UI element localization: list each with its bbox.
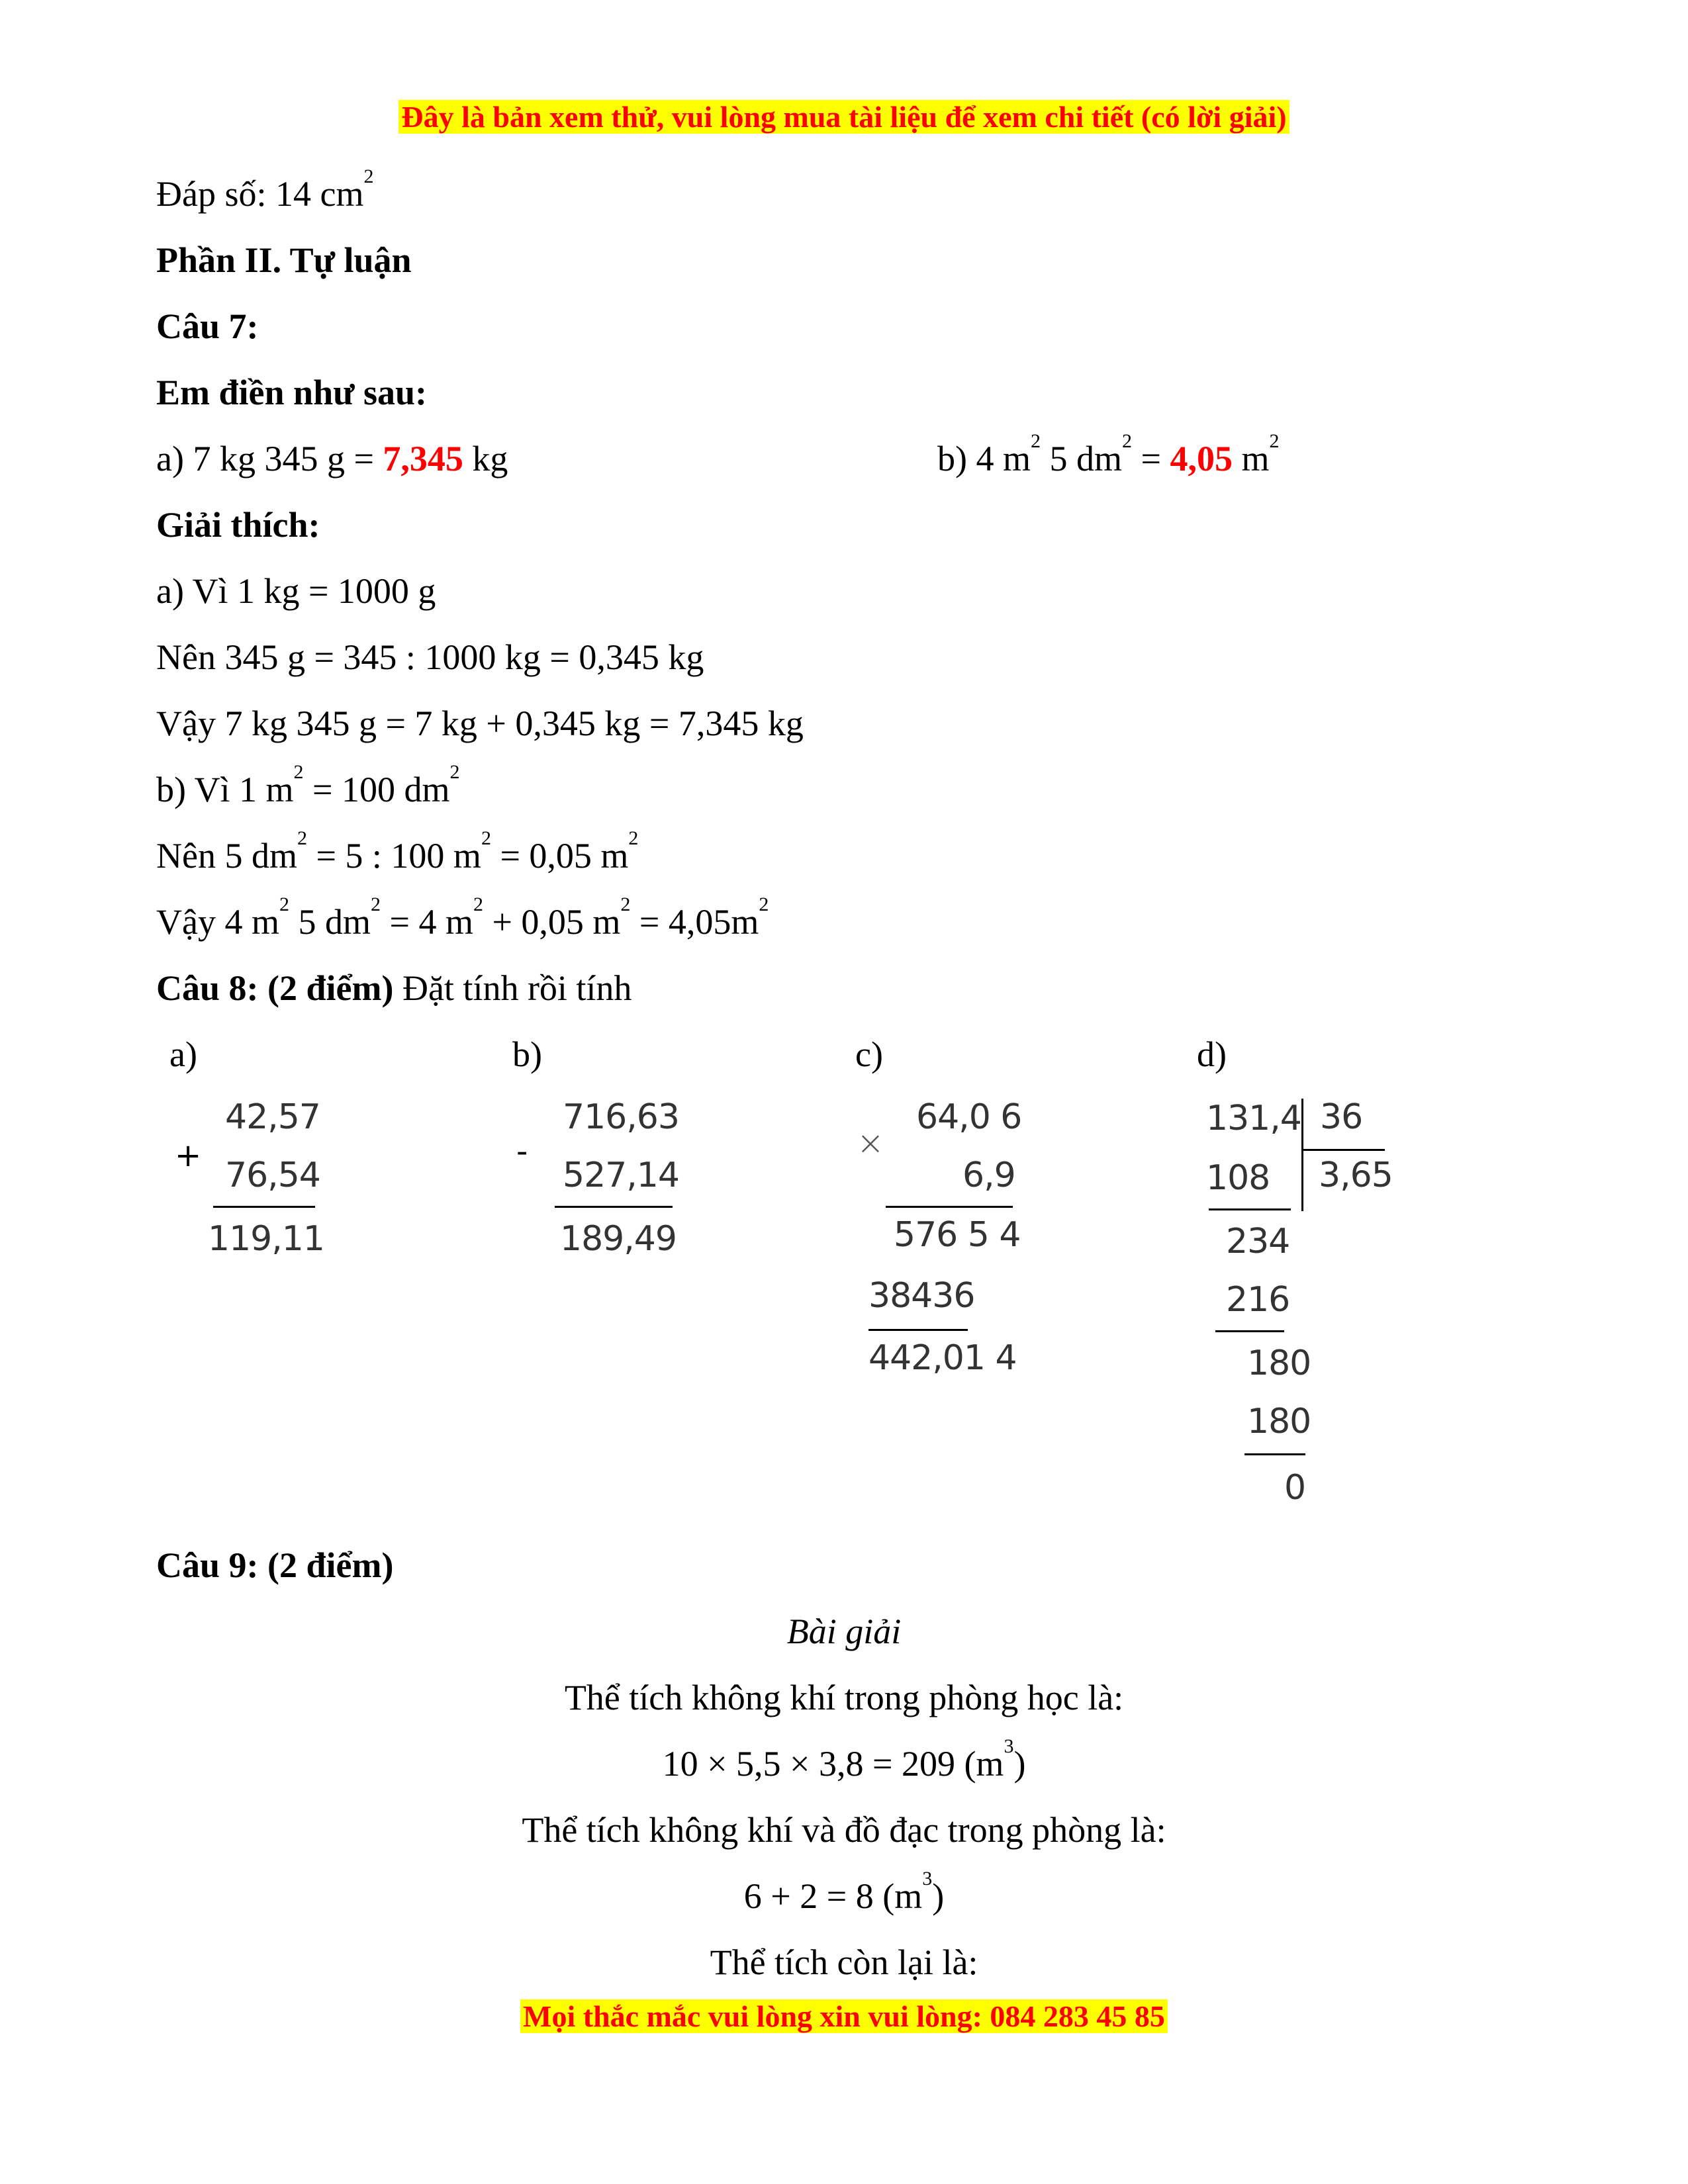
- times-sign: ×: [857, 1124, 884, 1162]
- q7-b-part: m: [1232, 439, 1270, 478]
- superscript: 2: [473, 893, 483, 915]
- calc-b-rule: [555, 1206, 673, 1208]
- question-8-title: [156, 965, 632, 1011]
- explanation-line: [156, 893, 769, 945]
- text-part: ): [932, 1876, 945, 1916]
- explanation-line: Vậy 7 kg 345 g = 7 kg + 0,345 kg = 7,345 kg: [156, 704, 804, 743]
- preview-notice-banner: [0, 99, 1688, 134]
- calc-d-divisor-rule: [1301, 1149, 1385, 1151]
- q7-a-prefix: a) 7 kg 345 g =: [156, 439, 383, 478]
- q7-b-part: 5 dm: [1041, 439, 1123, 478]
- calc-a-rule: [213, 1206, 315, 1208]
- q8-title-rest: Đặt tính rồi tính: [393, 968, 632, 1008]
- explanation-title: Giải thích:: [156, 505, 320, 545]
- superscript: 2: [279, 893, 289, 915]
- answer-line: [156, 165, 374, 217]
- calc-c-rule-2: [868, 1329, 968, 1331]
- calc-d-remainder: 0: [1284, 1468, 1306, 1508]
- calc-d-divisor: 36: [1320, 1097, 1363, 1137]
- q7-a-suffix: kg: [463, 439, 508, 478]
- question-7-intro: Em điền như sau:: [156, 373, 428, 412]
- calc-c-operand-2: 6,9: [962, 1156, 1015, 1195]
- q7-answer-b: [937, 430, 1280, 482]
- plus-sign: +: [175, 1137, 201, 1174]
- superscript: 2: [1122, 430, 1133, 452]
- superscript: 2: [293, 761, 304, 783]
- calc-label-d: d): [1197, 1034, 1227, 1074]
- superscript: 3: [922, 1868, 933, 1889]
- explanation-line: [156, 827, 639, 879]
- text-part: 10 × 5,5 × 3,8 = 209 (m: [662, 1744, 1004, 1784]
- calc-a-result: 119,11: [208, 1219, 324, 1259]
- superscript: 2: [449, 761, 460, 783]
- preview-notice-text: Đây là bản xem thử, vui lòng mua tài liệu để xem chi tiết (có lời giải): [399, 100, 1289, 134]
- contact-notice-text: Mọi thắc mắc vui lòng xin vui lòng: 084 283 45 85: [520, 1999, 1168, 2033]
- text-part: = 4,05m: [630, 902, 759, 942]
- superscript: 2: [370, 893, 381, 915]
- calc-label-b: b): [512, 1034, 542, 1074]
- calc-c-rule-1: [886, 1206, 1013, 1208]
- text-part: 6 + 2 = 8 (m: [743, 1876, 923, 1916]
- text-part: = 5 : 100 m: [306, 836, 481, 876]
- calc-a-operand-2: 76,54: [225, 1156, 320, 1195]
- calc-c-partial-1: 576 5 4: [894, 1215, 1021, 1255]
- q7-a-answer: 7,345: [383, 439, 463, 478]
- superscript: 2: [759, 893, 769, 915]
- calc-d-rule: [1244, 1453, 1305, 1455]
- solution-line: Thể tích không khí trong phòng học là:: [564, 1678, 1124, 1717]
- minus-sign: -: [516, 1133, 528, 1170]
- text-part: b) Vì 1 m: [156, 770, 294, 809]
- question-7-title: Câu 7:: [156, 306, 259, 346]
- calc-d-dividend: 131,4: [1206, 1099, 1301, 1138]
- text-part: 5 dm: [289, 902, 371, 942]
- text-part: = 100 dm: [303, 770, 450, 809]
- superscript: 2: [481, 827, 491, 849]
- calc-label-a: a): [169, 1034, 197, 1074]
- solution-line: [0, 1735, 1688, 1787]
- superscript: 2: [1269, 430, 1280, 452]
- calc-d-step: 180: [1247, 1343, 1311, 1383]
- answer-text: Đáp số: 14 cm: [156, 174, 364, 214]
- q8-title-bold: Câu 8: (2 điểm): [156, 968, 394, 1008]
- q7-answer-a: [156, 435, 508, 482]
- explanation-line: a) Vì 1 kg = 1000 g: [156, 571, 436, 611]
- section-title: Phần II. Tự luận: [156, 240, 412, 280]
- text-part: ): [1013, 1744, 1026, 1784]
- q7-b-answer: 4,05: [1170, 439, 1233, 478]
- text-part: = 4 m: [380, 902, 473, 942]
- calc-c-operand-1: 64,0 6: [916, 1097, 1022, 1137]
- text-part: Nên 5 dm: [156, 836, 297, 876]
- superscript: 2: [620, 893, 631, 915]
- calc-c-partial-2: 38436: [868, 1276, 975, 1316]
- calc-d-step: 108: [1206, 1158, 1270, 1198]
- solution-line: Thể tích không khí và đồ đạc trong phòng là:: [522, 1810, 1166, 1850]
- superscript: 2: [1031, 430, 1041, 452]
- calc-c-result: 442,01 4: [868, 1338, 1017, 1378]
- superscript: 2: [628, 827, 639, 849]
- calc-a-operand-1: 42,57: [225, 1097, 320, 1137]
- calc-d-quotient: 3,65: [1319, 1156, 1393, 1195]
- calc-d-rule: [1209, 1208, 1291, 1210]
- solution-line: Thể tích còn lại là:: [710, 1942, 978, 1982]
- text-part: Vậy 4 m: [156, 902, 279, 942]
- calc-label-c: c): [855, 1034, 883, 1074]
- calc-b-operand-2: 527,14: [563, 1156, 679, 1195]
- superscript: 3: [1004, 1735, 1014, 1757]
- explanation-line: [156, 761, 460, 813]
- calc-d-vertical-bar: [1301, 1099, 1303, 1211]
- question-9-title: Câu 9: (2 điểm): [156, 1545, 394, 1585]
- calc-d-step: 180: [1247, 1402, 1311, 1441]
- contact-notice-banner: [0, 1999, 1688, 2034]
- superscript: 2: [363, 165, 374, 187]
- solution-title: Bài giải: [786, 1612, 902, 1651]
- superscript: 2: [297, 827, 307, 849]
- calc-b-result: 189,49: [560, 1219, 677, 1259]
- q7-b-part: =: [1132, 439, 1170, 478]
- calc-b-operand-1: 716,63: [563, 1097, 679, 1137]
- calc-d-rule: [1215, 1330, 1284, 1332]
- calc-d-step: 234: [1226, 1222, 1290, 1261]
- solution-line: [0, 1868, 1688, 1919]
- calc-d-step: 216: [1226, 1280, 1290, 1320]
- explanation-line: Nên 345 g = 345 : 1000 kg = 0,345 kg: [156, 637, 704, 677]
- text-part: + 0,05 m: [483, 902, 621, 942]
- text-part: = 0,05 m: [491, 836, 629, 876]
- q7-b-part: b) 4 m: [937, 439, 1031, 478]
